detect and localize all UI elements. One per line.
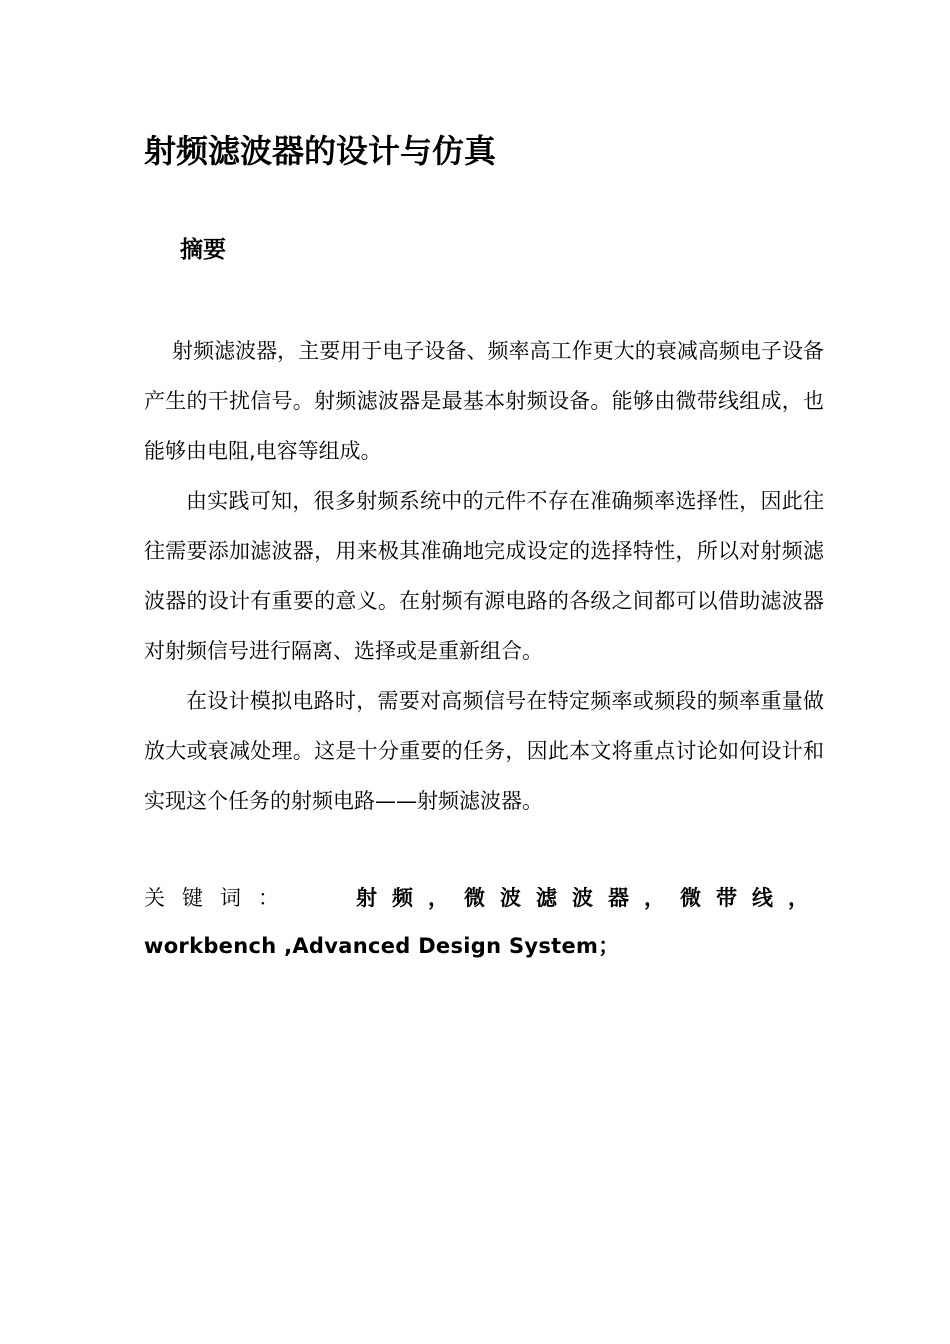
abstract-body: [144, 326, 824, 826]
keywords-line-1: [144, 874, 824, 922]
keywords-label: 关键词：: [144, 886, 296, 910]
abstract-paragraph-2: 由实践可知，很多射频系统中的元件不存在准确频率选择性，因此往往需要添加滤波器，用来极其准确地完成设定的选择特性，所以对射频滤波器的设计有重要的意义。在射频有源电路的各级之间都可以借助滤波器对射频信号进行隔离、选择或是重新组合。: [144, 489, 824, 663]
keywords-list: 射频，微波滤波器，微带线，: [356, 886, 824, 910]
document-title: 射频滤波器的设计与仿真: [144, 132, 497, 170]
abstract-heading: 摘要: [180, 237, 226, 263]
abstract-paragraph-1: 射频滤波器，主要用于电子设备、频率高工作更大的衰减高频电子设备产生的干扰信号。射频滤波器是最基本射频设备。能够由微带线组成，也能够由电阻,电容等组成。: [144, 339, 824, 463]
keywords-section: [144, 874, 824, 970]
abstract-paragraph-3: 在设计模拟电路时，需要对高频信号在特定频率或频段的频率重量做放大或衰减处理。这是十分重要的任务，因此本文将重点讨论如何设计和实现这个任务的射频电路——射频滤波器。: [144, 689, 824, 813]
keywords-line-2: workbench ,Advanced Design System；: [144, 934, 620, 958]
